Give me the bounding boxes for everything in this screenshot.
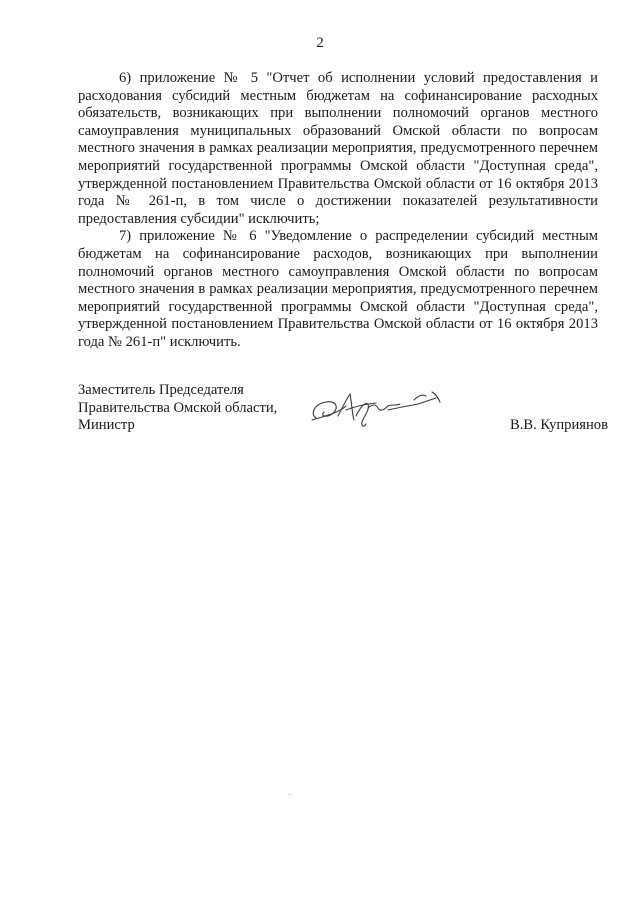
scan-speck bbox=[289, 794, 290, 795]
paragraph-item-6: 6) приложение № 5 "Отчет об исполнении условий предоставления и расходования субсидий местным бюджетам на софинансирование расходных обязательств, возникающих при выполнении полномочий органов местного самоуправления муниципальных образований Омской области по вопросам местного значения в рамках реализации мероприятия, предусмотренного перечнем мероприятий государственной программы Омской области "Доступная среда", утвержденной постановлением Правительства Омской области от 16 октября 2013 года № 261-п, в том числе о достижении показателей результативности предоставления субсидии" исключить; bbox=[78, 70, 598, 227]
signature-block bbox=[78, 382, 608, 442]
signatory-name: В.В. Куприянов bbox=[510, 417, 608, 433]
signatory-title-line: Заместитель Председателя bbox=[78, 382, 244, 398]
handwritten-signature-icon bbox=[306, 386, 456, 432]
document-body bbox=[78, 70, 598, 352]
signatory-title-line: Правительства Омской области, bbox=[78, 399, 278, 416]
signatory-title bbox=[78, 382, 277, 435]
signatory-title-line: Министр bbox=[78, 417, 135, 434]
paragraph-item-7: 7) приложение № 6 "Уведомление о распределении субсидий местным бюджетам на софинансирование расходов, возникающих при выполнении полномочий органов местного самоуправления Омской области по вопросам местного значения в рамках реализации мероприятия, предусмотренного перечнем мероприятий государственной программы Омской области "Доступная среда", утвержденной постановлением Правительства Омской области от 16 октября 2013 года № 261-п" исключить. bbox=[78, 228, 598, 350]
page-number: 2 bbox=[316, 35, 324, 51]
